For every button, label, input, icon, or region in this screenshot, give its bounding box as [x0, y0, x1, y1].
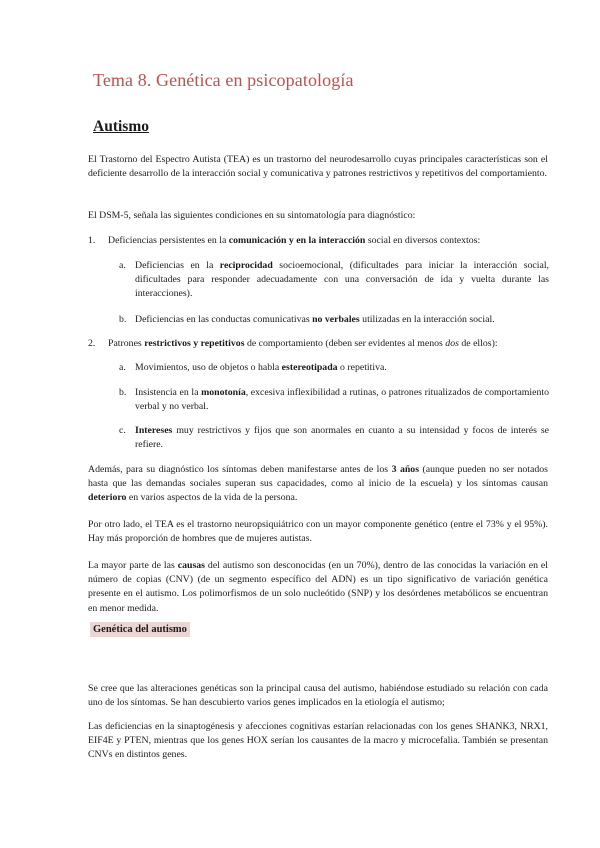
sublist-letter: a. — [119, 260, 126, 271]
list-item-text: Patrones restrictivos y repetitivos de comportamiento (deben ser evidentes al menos dos de ellos): — [108, 338, 498, 349]
sublist-item-2c — [119, 424, 549, 452]
sublist-item-2b — [119, 386, 549, 414]
sublist-item-1b — [119, 313, 549, 327]
sublist-letter: c. — [119, 425, 126, 436]
genetics-paragraph-2: Las deficiencias en la sinaptogénesis y afecciones cognitivas estarían relacionadas con los genes SHANK3, NRX1, EIF4E y PTEN, mientras que los genes HOX serían los causantes de la macro y microcefalia. También se presentan CNVs en distintos genes. — [88, 721, 548, 761]
sublist-letter: b. — [119, 314, 127, 325]
sublist-letter: a. — [119, 362, 126, 373]
subsection-heading-genetica: Genética del autismo — [90, 622, 190, 637]
sublist-text: Deficiencias en las conductas comunicativas no verbales utilizadas en la interacción social. — [135, 314, 495, 325]
genetics-paragraph-1: Se cree que las alteraciones genéticas son la principal causa del autismo, habiéndose estudiado su relación con cada uno de los síntomas. Se han descubierto varios genes implicados en la etiología el autismo; — [88, 683, 548, 709]
sublist-text: Intereses muy restrictivos y fijos que son anormales en cuanto a su intensidad y focos de interés se refiere. — [135, 425, 549, 451]
onset-paragraph: Además, para su diagnóstico los síntomas deben manifestarse antes de los 3 años (aunque pueden no ser notados hasta que las demandas sociales superan sus capacidades, como al inicio de la escuela) y los síntomas causan deterioro en varios aspectos de la vida de la persona. — [88, 464, 548, 504]
sublist-text: Insistencia en la monotonía, excesiva inflexibilidad a rutinas, o patrones ritualizados de comportamiento verbal y no verbal. — [135, 387, 549, 413]
intro-text: El Trastorno del Espectro Autista (TEA) es un trastorno del neurodesarrollo cuyas principales características son el deficiente desarrollo de la interacción social y comunicativa y patrones restrictivos y repetitivos del comportamiento. — [88, 154, 548, 180]
list-number: 2. — [88, 338, 96, 349]
section-heading-autismo: Autismo — [93, 118, 149, 135]
sublist-item-1a — [119, 259, 549, 302]
sublist-letter: b. — [119, 387, 127, 398]
genetic-component-paragraph: Por otro lado, el TEA es el trastorno neuropsiquiátrico con un mayor componente genético (entre el 73% y el 95%). Hay más proporción de hombres que de mujeres autistas. — [88, 519, 548, 545]
sublist-item-2a — [119, 361, 549, 375]
dsm-paragraph: El DSM-5, señala las siguientes condiciones en su sintomatología para diagnóstico: — [88, 210, 416, 221]
page-title: Tema 8. Genética en psicopatología — [93, 70, 354, 90]
intro-paragraph — [88, 153, 548, 181]
causes-paragraph: La mayor parte de las causas del autismo son desconocidas (en un 70%), dentro de las conocidas la variación en el número de copias (CNV) (de un segmento específico del ADN) es un tipo significativo de variación genética presente en el autismo. Los polimorfismos de un solo nucleótido (SNP) y los desórdenes metabólicos se encuentran en menor medida. — [88, 560, 548, 614]
sublist-text: Movimientos, uso de objetos o habla estereotipada o repetitiva. — [135, 362, 387, 373]
list-item-2 — [88, 337, 548, 351]
list-number: 1. — [88, 235, 96, 246]
list-item-1 — [88, 234, 548, 248]
sublist-text: Deficiencias en la reciprocidad socioemocional, (dificultades para iniciar la interacción social, dificultades para responder adecuadamente con una conversación de ida y vuelta durante las interacciones). — [135, 260, 549, 300]
list-item-text: Deficiencias persistentes en la comunicación y en la interacción social en diversos contextos: — [108, 235, 481, 246]
